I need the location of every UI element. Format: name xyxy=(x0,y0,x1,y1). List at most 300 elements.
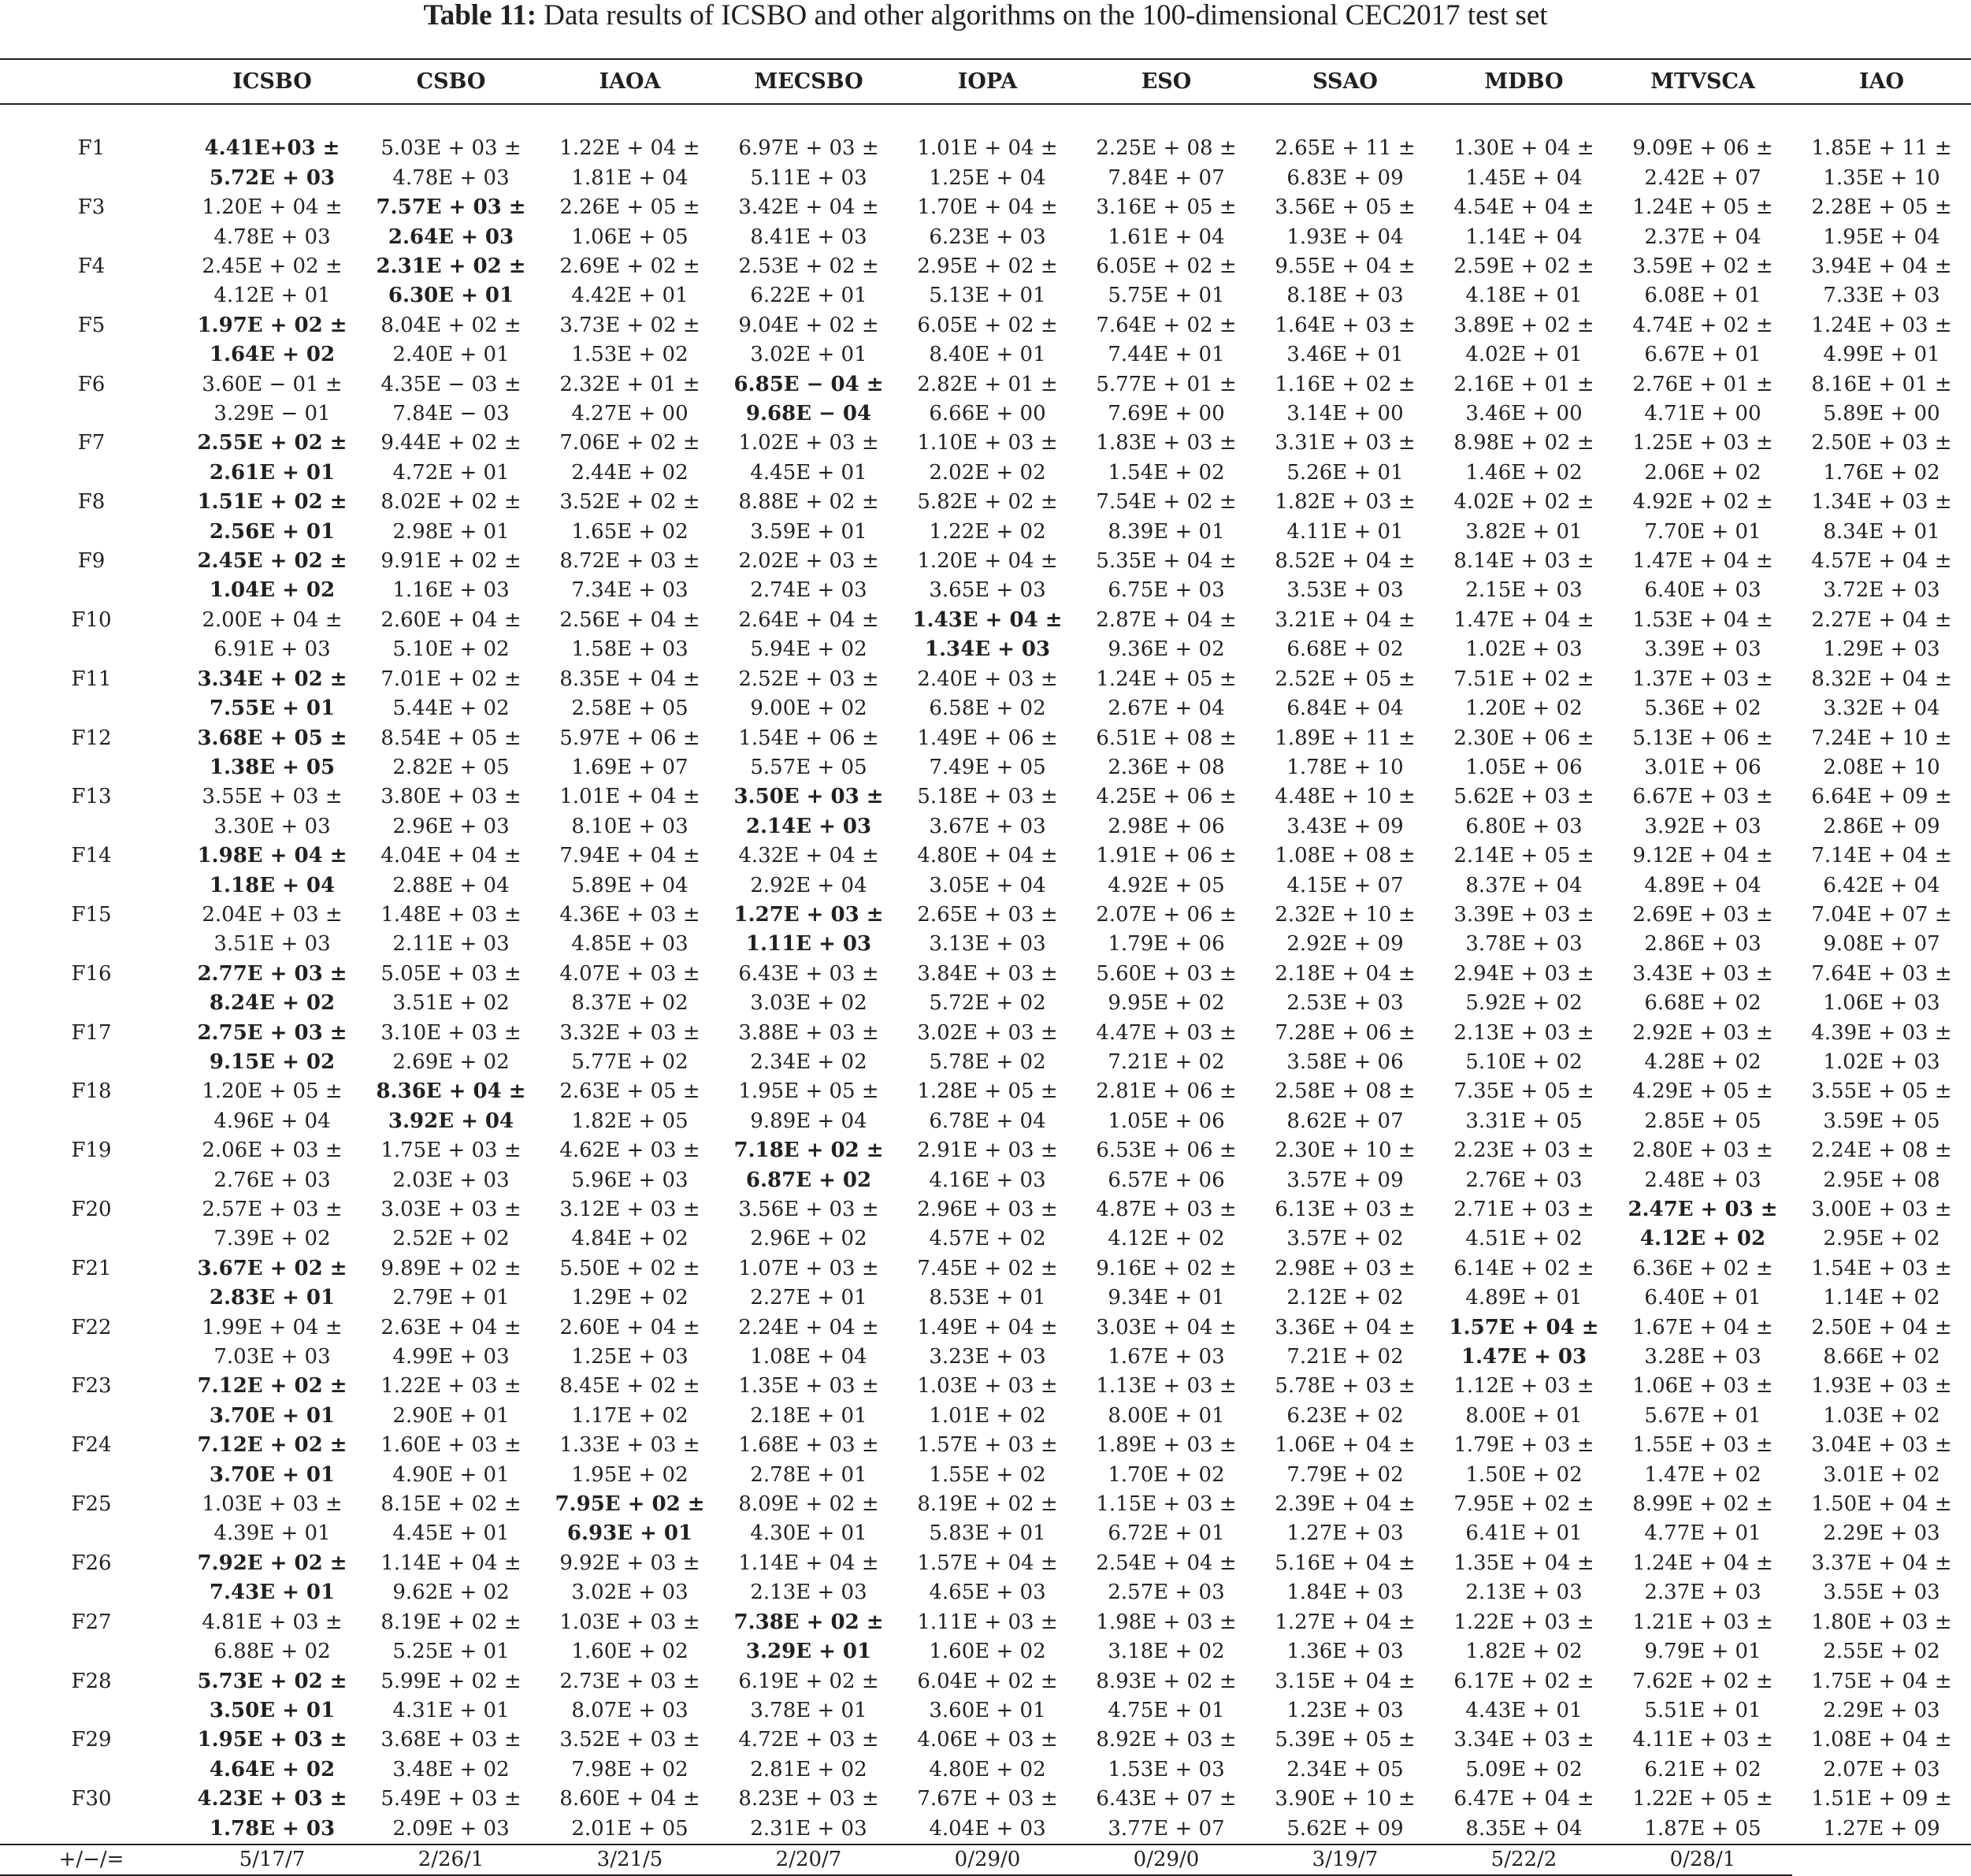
mean-cell: 5.50E + 02 ± xyxy=(559,1256,700,1280)
mean-cell: 2.82E + 01 ± xyxy=(917,372,1058,396)
table-row-sd xyxy=(0,518,1971,547)
mean-cell: 6.97E + 03 ± xyxy=(738,136,879,161)
sd-cell: 2.34E + 05 xyxy=(1286,1757,1404,1781)
empty-cell xyxy=(0,1107,183,1136)
mean-cell: 2.32E + 10 ± xyxy=(1275,902,1416,927)
sd-cell: 3.05E + 04 xyxy=(929,873,1046,897)
mean-cell: 7.04E + 07 ± xyxy=(1811,902,1952,927)
table-row-sd xyxy=(0,576,1971,605)
function-label: F17 xyxy=(71,1020,112,1045)
sd-cell: 3.55E + 03 xyxy=(1823,1581,1940,1605)
mean-cell: 3.00E + 03 ± xyxy=(1811,1198,1952,1222)
mean-cell: 1.06E + 03 ± xyxy=(1632,1374,1773,1399)
sd-cell: 2.53E + 03 xyxy=(1286,991,1404,1016)
mean-cell: 2.23E + 03 ± xyxy=(1453,1139,1594,1163)
mean-cell: 6.04E + 02 ± xyxy=(917,1669,1058,1693)
sd-cell: 1.14E + 04 xyxy=(1465,225,1583,249)
sd-cell: 2.78E + 01 xyxy=(750,1462,867,1487)
mean-cell: 5.05E + 03 ± xyxy=(380,961,522,986)
table-row-mean xyxy=(0,665,1971,694)
mean-cell: 8.36E + 04 ± xyxy=(376,1079,526,1104)
sd-cell: 7.79E + 02 xyxy=(1286,1462,1404,1487)
mean-cell: 2.95E + 02 ± xyxy=(917,254,1058,279)
sd-cell: 1.84E + 03 xyxy=(1286,1581,1404,1605)
sd-cell: 6.83E + 09 xyxy=(1286,165,1404,190)
sd-cell: 2.37E + 04 xyxy=(1644,225,1761,249)
sd-cell: 6.68E + 02 xyxy=(1286,637,1404,662)
table-row-mean xyxy=(0,960,1971,989)
sd-cell: 4.11E + 01 xyxy=(1286,519,1404,544)
function-label: F25 xyxy=(71,1492,112,1517)
sd-cell: 1.81E + 04 xyxy=(571,165,689,190)
sd-cell: 1.20E + 02 xyxy=(1465,697,1583,721)
mean-cell: 6.43E + 03 ± xyxy=(738,961,879,986)
mean-cell: 1.49E + 06 ± xyxy=(917,726,1058,750)
sd-cell: 3.43E + 09 xyxy=(1286,814,1404,838)
sd-cell: 5.10E + 02 xyxy=(392,637,510,662)
sd-cell: 2.11E + 03 xyxy=(392,932,510,957)
function-label: F6 xyxy=(77,372,106,396)
mean-cell: 7.92E + 02 ± xyxy=(197,1551,347,1575)
sd-cell: 9.89E + 04 xyxy=(750,1109,867,1133)
mean-cell: 8.99E + 02 ± xyxy=(1632,1492,1773,1517)
sd-cell: 1.11E + 03 xyxy=(745,932,872,957)
sd-cell: 1.76E + 02 xyxy=(1823,460,1940,485)
sd-cell: 1.47E + 03 xyxy=(1461,1345,1587,1369)
sd-cell: 1.54E + 02 xyxy=(1108,460,1225,485)
sd-cell: 5.77E + 02 xyxy=(571,1049,689,1074)
empty-cell xyxy=(0,812,183,841)
sd-cell: 4.12E + 02 xyxy=(1108,1227,1225,1251)
sd-cell: 2.02E + 02 xyxy=(929,460,1046,485)
mean-cell: 2.00E + 04 ± xyxy=(202,607,343,632)
sd-cell: 9.15E + 02 xyxy=(209,1049,336,1074)
sd-cell: 1.25E + 03 xyxy=(571,1345,689,1369)
sd-cell: 4.12E + 01 xyxy=(213,284,331,308)
sd-cell: 3.02E + 01 xyxy=(750,343,867,367)
mean-cell: 7.18E + 02 ± xyxy=(733,1139,884,1163)
table-row-mean xyxy=(0,782,1971,812)
empty-cell xyxy=(0,518,183,547)
sd-cell: 3.28E + 03 xyxy=(1644,1345,1761,1369)
sd-cell: 7.98E + 02 xyxy=(571,1757,689,1781)
mean-cell: 1.68E + 03 ± xyxy=(738,1433,879,1458)
mean-cell: 4.87E + 03 ± xyxy=(1096,1198,1237,1222)
sd-cell: 3.67E + 03 xyxy=(929,814,1046,838)
mean-cell: 3.55E + 05 ± xyxy=(1811,1079,1952,1104)
mean-cell: 2.91E + 03 ± xyxy=(917,1139,1058,1163)
sd-cell: 4.75E + 01 xyxy=(1108,1698,1225,1722)
sd-cell: 3.32E + 04 xyxy=(1823,697,1940,721)
sd-cell: 4.15E + 07 xyxy=(1286,873,1404,897)
empty-cell xyxy=(0,1224,183,1254)
sd-cell: 3.57E + 02 xyxy=(1286,1227,1404,1251)
mean-cell: 1.91E + 06 ± xyxy=(1096,844,1237,868)
table-row-sd xyxy=(0,1343,1971,1372)
sd-cell: 1.69E + 07 xyxy=(571,755,689,779)
empty-cell xyxy=(0,1283,183,1313)
sd-cell: 6.30E + 01 xyxy=(388,284,514,308)
mean-cell: 4.07E + 03 ± xyxy=(559,961,700,986)
sd-cell: 7.03E + 03 xyxy=(213,1345,331,1369)
sd-cell: 5.89E + 00 xyxy=(1823,402,1940,426)
mean-cell: 3.42E + 04 ± xyxy=(738,195,879,220)
sd-cell: 3.78E + 01 xyxy=(750,1698,867,1722)
table-row-mean xyxy=(0,547,1971,576)
mean-cell: 3.37E + 04 ± xyxy=(1811,1551,1952,1575)
mean-cell: 9.55E + 04 ± xyxy=(1275,254,1416,279)
table-row-mean xyxy=(0,1195,1971,1224)
mean-cell: 1.08E + 08 ± xyxy=(1275,844,1416,868)
sd-cell: 3.65E + 03 xyxy=(929,578,1046,603)
mean-cell: 3.12E + 03 ± xyxy=(559,1198,700,1222)
sd-cell: 2.13E + 03 xyxy=(750,1581,867,1605)
sd-cell: 1.29E + 02 xyxy=(571,1286,689,1310)
mean-cell: 8.72E + 03 ± xyxy=(559,549,700,574)
mean-cell: 1.93E + 03 ± xyxy=(1811,1374,1952,1399)
mean-cell: 1.60E + 03 ± xyxy=(380,1433,522,1458)
sd-cell: 6.42E + 04 xyxy=(1823,873,1940,897)
mean-cell: 2.40E + 03 ± xyxy=(917,667,1058,691)
sd-cell: 4.51E + 02 xyxy=(1465,1227,1583,1251)
mean-cell: 4.23E + 03 ± xyxy=(197,1787,347,1811)
function-label: F27 xyxy=(71,1610,112,1634)
sd-cell: 4.65E + 03 xyxy=(929,1581,1046,1605)
empty-cell xyxy=(0,1343,183,1372)
sd-cell: 1.87E + 05 xyxy=(1613,1815,1792,1844)
sd-cell: 4.04E + 03 xyxy=(898,1815,1077,1844)
sd-cell: 4.12E + 02 xyxy=(1639,1227,1766,1251)
empty-cell xyxy=(0,635,183,664)
sd-cell: 2.74E + 03 xyxy=(750,578,867,603)
sd-cell: 2.06E + 02 xyxy=(1644,460,1761,485)
table-row-sd xyxy=(0,1696,1971,1726)
mean-cell: 1.08E + 04 ± xyxy=(1811,1728,1952,1752)
mean-cell: 8.04E + 02 ± xyxy=(380,313,522,337)
sd-cell: 3.14E + 00 xyxy=(1286,402,1404,426)
mean-cell: 7.12E + 02 ± xyxy=(197,1433,347,1458)
sd-cell: 1.05E + 06 xyxy=(1465,755,1583,779)
sd-cell: 5.75E + 01 xyxy=(1108,284,1225,308)
table-row-sd xyxy=(0,1283,1971,1313)
mean-cell: 3.59E + 02 ± xyxy=(1632,254,1773,279)
mean-cell: 6.19E + 02 ± xyxy=(738,1669,879,1693)
sd-cell: 5.44E + 02 xyxy=(392,697,510,721)
mean-cell: 3.04E + 03 ± xyxy=(1811,1433,1952,1458)
mean-cell: 1.22E + 03 ± xyxy=(380,1374,522,1399)
mean-cell: 6.85E − 04 ± xyxy=(733,372,884,396)
sd-cell: 3.18E + 02 xyxy=(1108,1640,1225,1664)
sd-cell: 1.79E + 06 xyxy=(1108,932,1225,957)
function-label: F15 xyxy=(71,902,112,927)
sd-cell: 6.84E + 04 xyxy=(1286,697,1404,721)
mean-cell: 6.05E + 02 ± xyxy=(917,313,1058,337)
mean-cell: 4.02E + 02 ± xyxy=(1453,490,1594,515)
sd-cell: 3.50E + 01 xyxy=(209,1698,336,1722)
sd-cell: 7.21E + 02 xyxy=(1108,1049,1225,1074)
mean-cell: 1.95E + 03 ± xyxy=(197,1728,347,1752)
sd-cell: 5.72E + 03 xyxy=(209,165,336,190)
mean-cell: 1.25E + 03 ± xyxy=(1632,431,1773,455)
function-label: F11 xyxy=(71,667,112,691)
table-row-mean xyxy=(0,1313,1971,1343)
mean-cell: 5.16E + 04 ± xyxy=(1275,1551,1416,1575)
mean-cell: 2.28E + 05 ± xyxy=(1811,195,1952,220)
mean-cell: 1.51E + 02 ± xyxy=(197,490,347,515)
sd-cell: 5.51E + 01 xyxy=(1644,1698,1761,1722)
mean-cell: 1.57E + 04 ± xyxy=(1449,1315,1599,1339)
empty-cell xyxy=(0,576,183,605)
function-label: F7 xyxy=(77,431,106,455)
sd-cell: 2.14E + 03 xyxy=(745,814,872,838)
function-label: F19 xyxy=(71,1139,112,1163)
sd-cell: 3.46E + 01 xyxy=(1286,343,1404,367)
sd-cell: 6.21E + 02 xyxy=(1644,1757,1761,1781)
mean-cell: 1.27E + 04 ± xyxy=(1275,1610,1416,1634)
sd-cell: 8.62E + 07 xyxy=(1286,1109,1404,1133)
mean-cell: 4.81E + 03 ± xyxy=(202,1610,343,1634)
sd-cell: 1.25E + 04 xyxy=(929,165,1046,190)
sd-cell: 8.40E + 01 xyxy=(929,343,1046,367)
function-label: F3 xyxy=(77,195,106,220)
sd-cell: 3.23E + 03 xyxy=(929,1345,1046,1369)
sd-cell: 9.36E + 02 xyxy=(1108,637,1225,662)
sd-cell: 3.51E + 02 xyxy=(392,991,510,1016)
function-label: F9 xyxy=(77,549,106,574)
sd-cell: 2.55E + 02 xyxy=(1823,1640,1940,1664)
sd-cell: 2.61E + 01 xyxy=(209,460,336,485)
sd-cell: 2.86E + 03 xyxy=(1644,932,1761,957)
sd-cell: 2.69E + 02 xyxy=(392,1049,510,1074)
sd-cell: 4.45E + 01 xyxy=(392,1521,510,1546)
header-cell: CSBO xyxy=(416,69,486,94)
sd-cell: 4.28E + 02 xyxy=(1644,1049,1761,1074)
mean-cell: 2.56E + 04 ± xyxy=(559,607,700,632)
table-row-sd xyxy=(0,1755,1971,1785)
mean-cell: 3.90E + 10 ± xyxy=(1275,1787,1416,1811)
sd-cell: 1.27E + 09 xyxy=(1792,1815,1971,1844)
mean-cell: 2.30E + 06 ± xyxy=(1453,726,1594,750)
mean-cell: 2.52E + 03 ± xyxy=(738,667,879,691)
sd-cell: 1.61E + 04 xyxy=(1108,225,1225,249)
mean-cell: 2.24E + 08 ± xyxy=(1811,1139,1952,1163)
table-row-mean xyxy=(0,1608,1971,1637)
table-row-sd xyxy=(0,223,1971,252)
mean-cell: 1.98E + 03 ± xyxy=(1096,1610,1237,1634)
sd-cell: 6.22E + 01 xyxy=(750,284,867,308)
sd-cell: 2.37E + 03 xyxy=(1644,1581,1761,1605)
header-row xyxy=(0,59,1971,104)
mean-cell: 7.14E + 04 ± xyxy=(1811,844,1952,868)
mean-cell: 5.82E + 02 ± xyxy=(917,490,1058,515)
mean-cell: 3.84E + 03 ± xyxy=(917,961,1058,986)
sd-cell: 4.89E + 04 xyxy=(1644,873,1761,897)
sd-cell: 2.29E + 03 xyxy=(1823,1521,1940,1546)
mean-cell: 1.75E + 04 ± xyxy=(1811,1669,1952,1693)
sd-cell: 5.09E + 02 xyxy=(1465,1757,1583,1781)
sd-cell: 1.35E + 10 xyxy=(1823,165,1940,190)
sd-cell: 3.82E + 01 xyxy=(1465,519,1583,544)
table-row-mean xyxy=(0,1254,1971,1283)
mean-cell: 2.76E + 01 ± xyxy=(1632,372,1773,396)
sd-cell: 4.92E + 05 xyxy=(1108,873,1225,897)
table-row-sd xyxy=(0,1461,1971,1490)
mean-cell: 4.74E + 02 ± xyxy=(1632,313,1773,337)
sd-cell: 1.14E + 02 xyxy=(1823,1286,1940,1310)
mean-cell: 1.13E + 03 ± xyxy=(1096,1374,1237,1399)
mean-cell: 2.54E + 04 ± xyxy=(1096,1551,1237,1575)
sd-cell: 1.04E + 02 xyxy=(209,578,336,603)
sd-cell: 2.36E + 08 xyxy=(1108,755,1225,779)
sd-cell: 5.11E + 03 xyxy=(750,165,867,190)
sd-cell: 5.57E + 05 xyxy=(750,755,867,779)
mean-cell: 3.31E + 03 ± xyxy=(1275,431,1416,455)
mean-cell: 1.89E + 03 ± xyxy=(1096,1433,1237,1458)
sd-cell: 8.35E + 04 xyxy=(1435,1815,1613,1844)
empty-cell xyxy=(0,753,183,782)
mean-cell: 7.38E + 02 ± xyxy=(733,1610,884,1634)
sd-cell: 5.89E + 04 xyxy=(571,873,689,897)
mean-cell: 8.15E + 02 ± xyxy=(380,1492,522,1517)
mean-cell: 4.48E + 10 ± xyxy=(1275,785,1416,809)
sd-cell: 9.34E + 01 xyxy=(1108,1286,1225,1310)
sd-cell: 8.07E + 03 xyxy=(571,1698,689,1722)
sd-cell: 4.27E + 00 xyxy=(571,402,689,426)
mean-cell: 2.75E + 03 ± xyxy=(197,1020,347,1045)
sd-cell: 6.68E + 02 xyxy=(1644,991,1761,1016)
sd-cell: 3.53E + 03 xyxy=(1286,578,1404,603)
sd-cell: 2.95E + 08 xyxy=(1823,1168,1940,1192)
mean-cell: 2.63E + 04 ± xyxy=(380,1315,522,1339)
summary-cell: 5/22/2 xyxy=(1435,1844,1613,1875)
header-cell: MECSBO xyxy=(754,69,863,94)
sd-cell: 1.16E + 03 xyxy=(392,578,510,603)
sd-cell: 3.03E + 02 xyxy=(750,991,867,1016)
mean-cell: 6.05E + 02 ± xyxy=(1096,254,1237,279)
mean-cell: 1.49E + 04 ± xyxy=(917,1315,1058,1339)
sd-cell: 2.12E + 02 xyxy=(1286,1286,1404,1310)
function-label: F26 xyxy=(71,1551,112,1575)
sd-cell: 2.96E + 02 xyxy=(750,1227,867,1251)
table-row-sd xyxy=(0,1519,1971,1548)
mean-cell: 2.53E + 02 ± xyxy=(738,254,879,279)
mean-cell: 2.24E + 04 ± xyxy=(738,1315,879,1339)
mean-cell: 2.50E + 04 ± xyxy=(1811,1315,1952,1339)
mean-cell: 2.13E + 03 ± xyxy=(1453,1020,1594,1045)
table-row-sd xyxy=(0,753,1971,782)
mean-cell: 1.57E + 04 ± xyxy=(917,1551,1058,1575)
table-row-sd xyxy=(0,930,1971,959)
mean-cell: 4.54E + 04 ± xyxy=(1453,195,1594,220)
mean-cell: 5.39E + 05 ± xyxy=(1275,1728,1416,1752)
sd-cell: 7.44E + 01 xyxy=(1108,343,1225,367)
sd-cell: 3.01E + 06 xyxy=(1644,755,1761,779)
sd-cell: 6.66E + 00 xyxy=(929,402,1046,426)
sd-cell: 3.70E + 01 xyxy=(209,1403,336,1428)
sd-cell: 4.99E + 03 xyxy=(392,1345,510,1369)
mean-cell: 2.39E + 04 ± xyxy=(1275,1492,1416,1517)
mean-cell: 3.56E + 03 ± xyxy=(738,1198,879,1222)
sd-cell: 1.03E + 02 xyxy=(1823,1403,1940,1428)
mean-cell: 4.39E + 03 ± xyxy=(1811,1020,1952,1045)
table-row-sd xyxy=(0,989,1971,1018)
table-row-sd xyxy=(0,340,1971,370)
sd-cell: 5.92E + 02 xyxy=(1465,991,1583,1016)
table-row-mean xyxy=(0,724,1971,753)
mean-cell: 6.13E + 03 ± xyxy=(1275,1198,1416,1222)
mean-cell: 8.45E + 02 ± xyxy=(559,1374,700,1399)
summary-cell: 2/26/1 xyxy=(362,1844,540,1875)
sd-cell: 4.85E + 03 xyxy=(571,932,689,957)
mean-cell: 9.91E + 02 ± xyxy=(380,549,522,574)
sd-cell: 2.09E + 03 xyxy=(362,1815,540,1844)
table-row-mean xyxy=(0,134,1971,163)
empty-cell xyxy=(0,399,183,429)
mean-cell: 4.36E + 03 ± xyxy=(559,902,700,927)
mean-cell: 5.77E + 01 ± xyxy=(1096,372,1237,396)
sd-cell: 1.67E + 03 xyxy=(1108,1345,1225,1369)
mean-cell: 1.12E + 03 ± xyxy=(1453,1374,1594,1399)
sd-cell: 2.90E + 01 xyxy=(392,1403,510,1428)
mean-cell: 2.65E + 03 ± xyxy=(917,902,1058,927)
header-cell: MTVSCA xyxy=(1650,69,1755,94)
function-label: F1 xyxy=(77,136,106,161)
mean-cell: 5.03E + 03 ± xyxy=(380,136,522,161)
mean-cell: 3.21E + 04 ± xyxy=(1275,607,1416,632)
sd-cell: 7.55E + 01 xyxy=(209,697,336,721)
empty-cell xyxy=(0,1048,183,1077)
sd-cell: 1.36E + 03 xyxy=(1286,1640,1404,1664)
caption-text: Data results of ICSBO and other algorithms on the 100-dimensional CEC2017 test set xyxy=(536,0,1548,32)
mean-cell: 1.75E + 03 ± xyxy=(380,1139,522,1163)
mean-cell: 1.35E + 04 ± xyxy=(1453,1551,1594,1575)
mean-cell: 5.97E + 06 ± xyxy=(559,726,700,750)
mean-cell: 3.39E + 03 ± xyxy=(1453,902,1594,927)
mean-cell: 5.13E + 06 ± xyxy=(1632,726,1773,750)
sd-cell: 5.25E + 01 xyxy=(392,1640,510,1664)
sd-cell: 8.66E + 02 xyxy=(1823,1345,1940,1369)
sd-cell: 4.18E + 01 xyxy=(1465,284,1583,308)
mean-cell: 1.50E + 04 ± xyxy=(1811,1492,1952,1517)
mean-cell: 1.33E + 03 ± xyxy=(559,1433,700,1458)
sd-cell: 7.21E + 02 xyxy=(1286,1345,1404,1369)
mean-cell: 3.36E + 04 ± xyxy=(1275,1315,1416,1339)
table-row-mean xyxy=(0,370,1971,399)
table-row-sd xyxy=(0,694,1971,723)
table-row-sd xyxy=(0,1224,1971,1254)
sd-cell: 1.60E + 02 xyxy=(929,1640,1046,1664)
table-row-sd xyxy=(0,635,1971,664)
mean-cell: 7.51E + 02 ± xyxy=(1453,667,1594,691)
mean-cell: 1.20E + 05 ± xyxy=(202,1079,343,1104)
mean-cell: 2.45E + 02 ± xyxy=(202,254,343,279)
mean-cell: 8.93E + 02 ± xyxy=(1096,1669,1237,1693)
mean-cell: 4.62E + 03 ± xyxy=(559,1139,700,1163)
table-row-sd xyxy=(0,1107,1971,1136)
summary-label: +/−/= xyxy=(0,1844,183,1875)
mean-cell: 1.47E + 04 ± xyxy=(1453,607,1594,632)
sd-cell: 5.72E + 02 xyxy=(929,991,1046,1016)
sd-cell: 2.42E + 07 xyxy=(1644,165,1761,190)
sd-cell: 1.82E + 02 xyxy=(1465,1640,1583,1664)
function-label: F4 xyxy=(77,254,106,279)
mean-cell: 2.73E + 03 ± xyxy=(559,1669,700,1693)
sd-cell: 2.03E + 03 xyxy=(392,1168,510,1192)
sd-cell: 2.98E + 06 xyxy=(1108,814,1225,838)
mean-cell: 4.32E + 04 ± xyxy=(738,844,879,868)
mean-cell: 2.32E + 01 ± xyxy=(559,372,700,396)
mean-cell: 3.52E + 02 ± xyxy=(559,490,700,515)
